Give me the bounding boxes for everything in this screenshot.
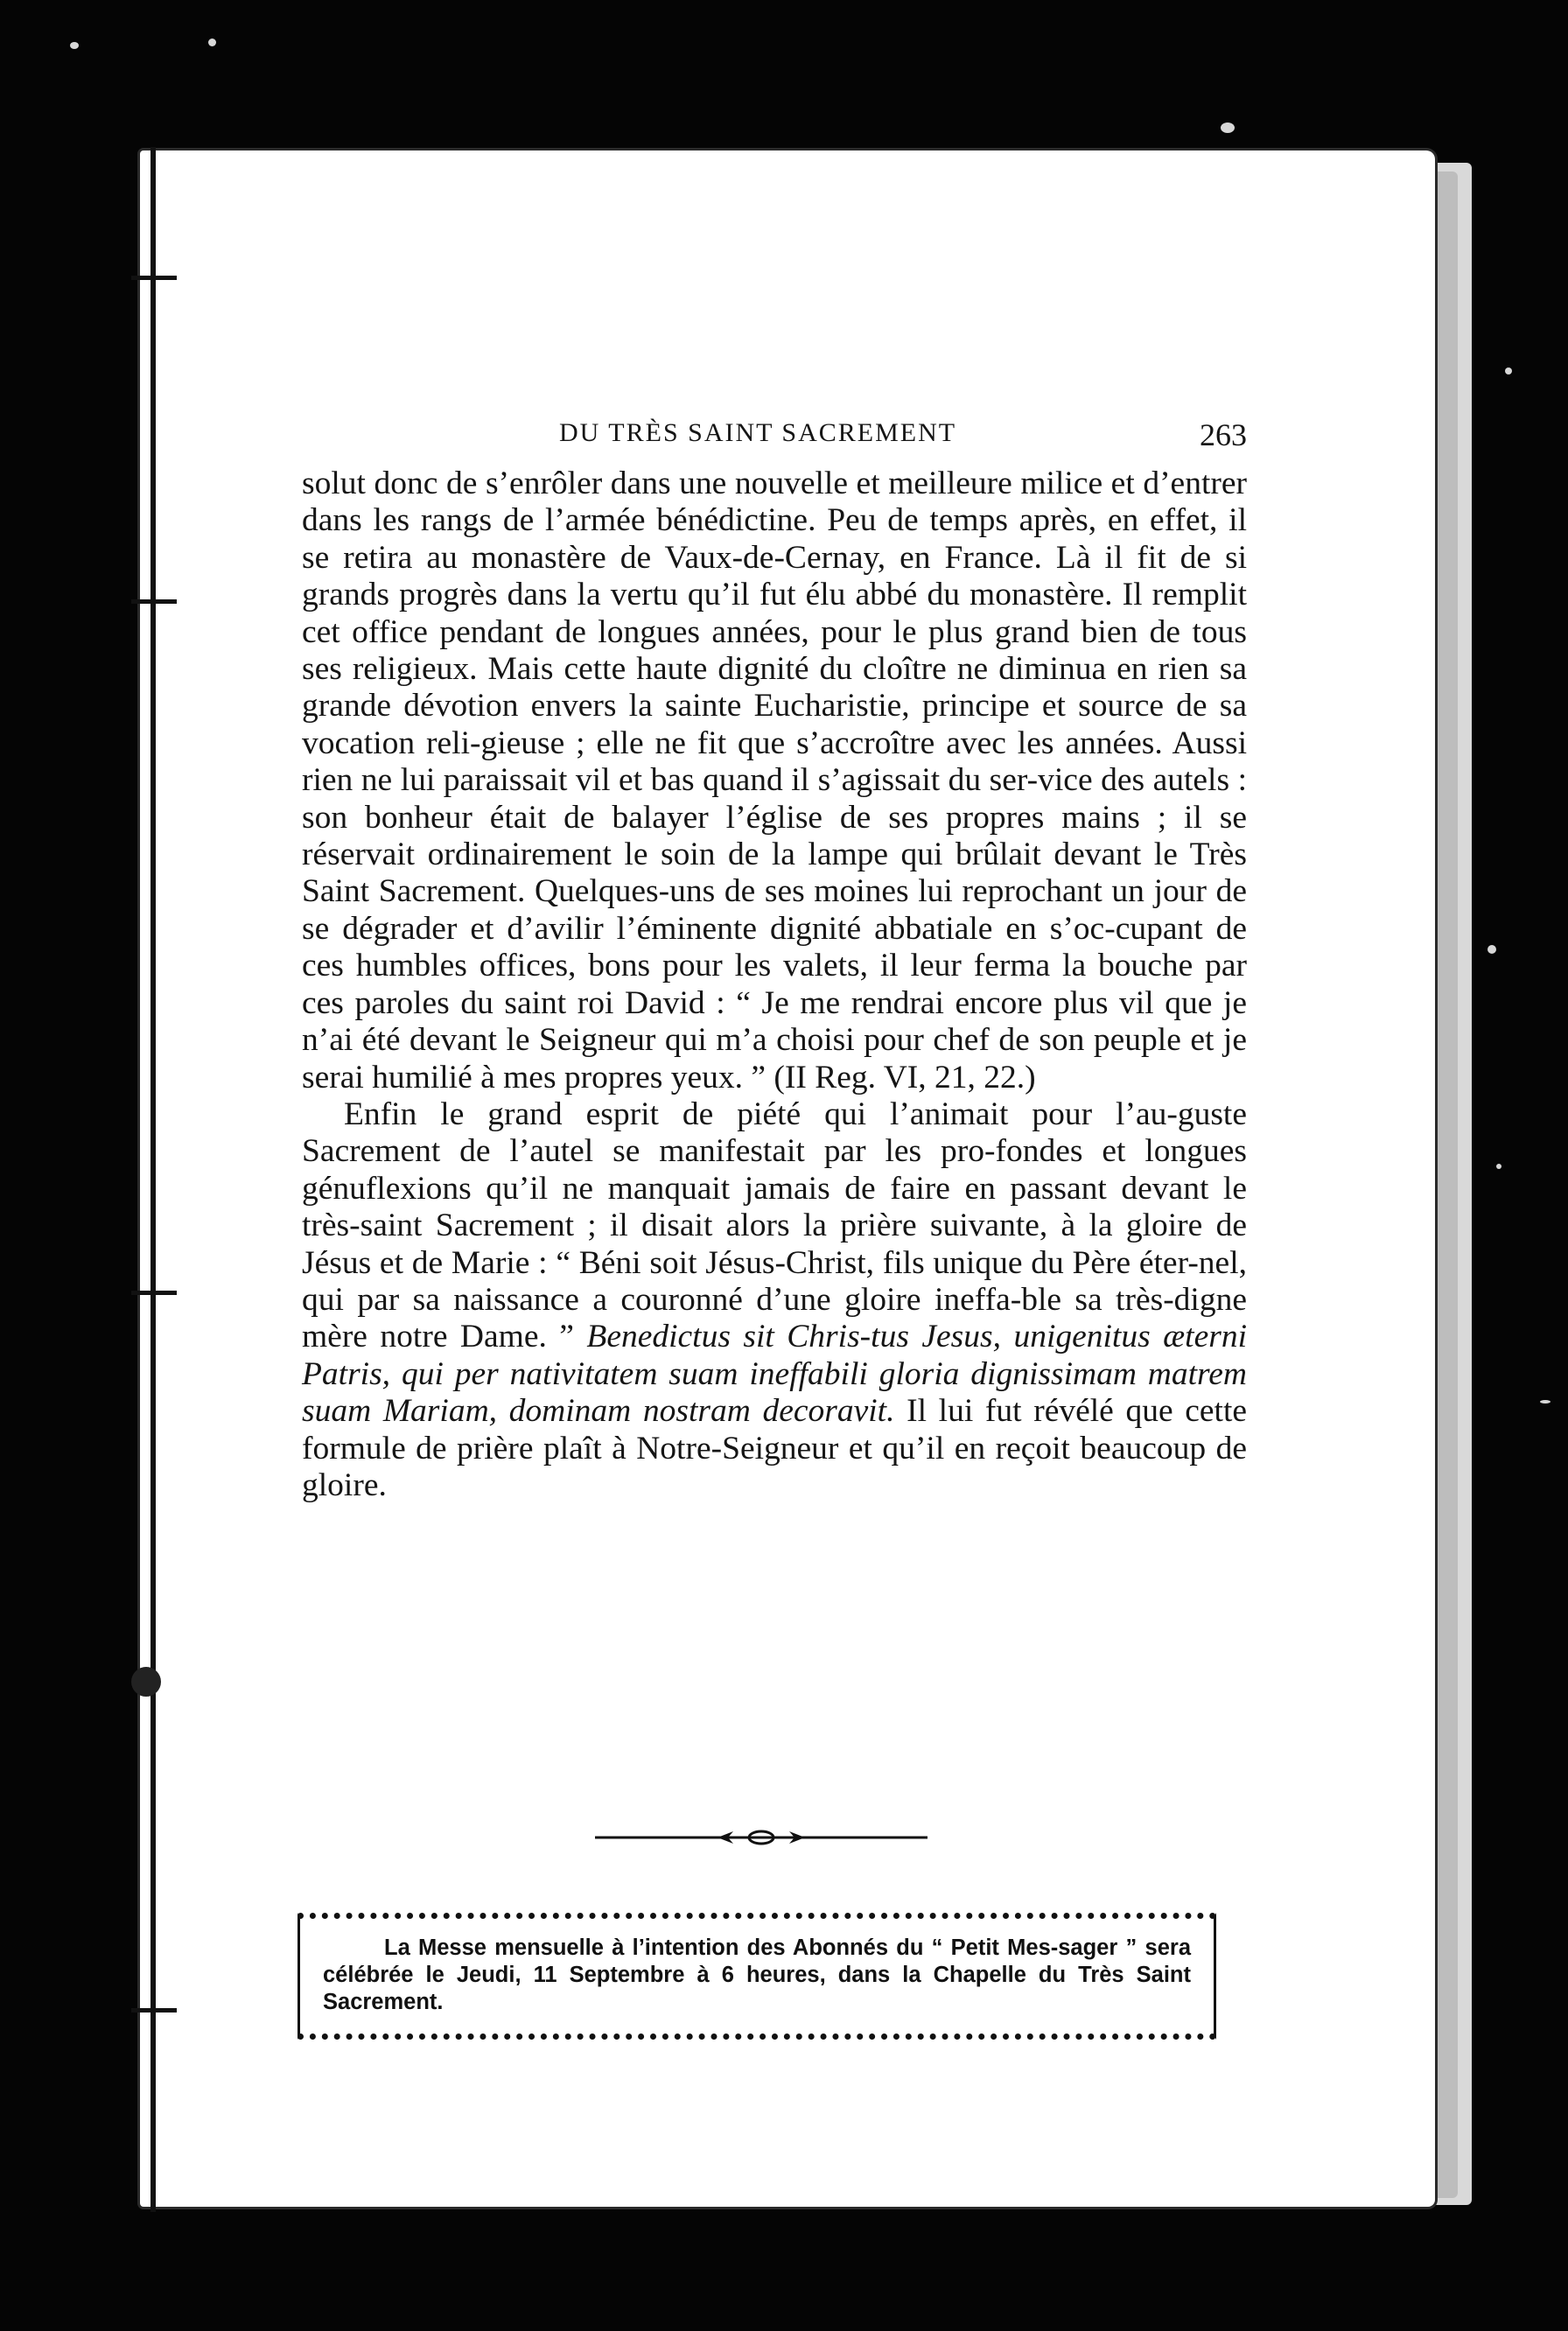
running-head-title: DU TRÈS SAINT SACREMENT [559,418,957,447]
ornamental-divider [595,1827,928,1848]
paragraph-text: Il lui fut révélé que cette formule de prière plaît à Notre-Seigneur et qu’il en reçoit beaucoup de gloire. [302,1393,1248,1503]
scan-speck [70,42,79,49]
book-gutter [150,147,156,2212]
paragraph [302,1096,1247,1504]
notice-text: La Messe mensuelle à l’intention des Abonnés du “ Petit Mes-sager ” sera célébrée le Jeudi, 11 Septembre à 6 heures, dans la Chapelle du Très Saint Sacrement. [323,1936,1191,2014]
paragraph: solut donc de s’enrôler dans une nouvelle et meilleure milice et d’entrer dans les rangs de l’armée bénédictine. Peu de temps après, en effet, il se retira au monastère de Vaux-de-Cernay, en France. Là il fit de si grands progrès dans la vertu qu’il fut élu abbé du monastère. Il remplit cet office pendant de longues années, pour le plus grand bien de tous ses religieux. Mais cette haute dignité du cloître ne diminua en rien sa grande dévotion envers la sainte Eucharistie, principe et source de sa vocation reli-gieuse ; elle ne fit que s’accroître avec les années. Aussi rien ne lui paraissait vil et bas quand il s’agissait du ser-vice des autels : son bonheur était de balayer l’église de ses propres mains ; il se réservait ordinairement le soin de la lampe qui brûlait devant le Très Saint Sacrement. Quelques-uns de ses moines lui reprochant un jour de se dégrader et d’avilir l’éminente dignité abbatiale en s’oc-cupant de ces humbles offices, bons pour les valets, il leur ferma la bouche par ces paroles du saint roi David : “ Je me rendrai encore plus vil que je n’ai été devant le Seigneur qui m’a choisi pour chef de son peuple et je serai humilié à mes propres yeux. ” (II Reg. VI, 21, 22.) [302,466,1247,1096]
body-text [302,466,1247,1504]
paragraph-text: Enfin le grand esprit de piété qui l’animait pour l’au-guste Sacrement de l’autel se manifestait par les pro-fondes et longues génuflexions qu’il ne manquait jamais de faire en passant devant le très-saint Sacrement ; il disait alors la prière suivante, à la gloire de Jésus et de Marie : “ Béni soit Jésus-Christ, fils unique du Père éter-nel, qui par sa naissance a couronné d’une gloire ineffa-ble sa très-digne mère notre Dame. ” [302,1096,1247,1355]
scan-speck [1540,1400,1550,1404]
binding-stitch [131,276,177,280]
scan-speck [1505,368,1512,374]
scan-speck [208,38,216,46]
page-number: 263 [1200,417,1247,452]
binding-stitch [131,1291,177,1295]
binding-clip [131,1667,161,1697]
page-text-block [302,411,1247,1504]
scan-speck [1496,1164,1502,1169]
latin-prayer: Benedictus sit Chris-tus Jesus, unigenitus æterni Patris, qui per nativitatem suam ineffabili gloria dignissimam matrem suam Mariam, dominam nostram decoravit. [302,1319,1247,1430]
binding-stitch [131,599,177,604]
scan-speck [1488,945,1496,954]
scan-speck [1221,122,1235,133]
mass-notice-box [298,1913,1216,2040]
running-head [302,411,1247,455]
binding-stitch [131,2008,177,2012]
